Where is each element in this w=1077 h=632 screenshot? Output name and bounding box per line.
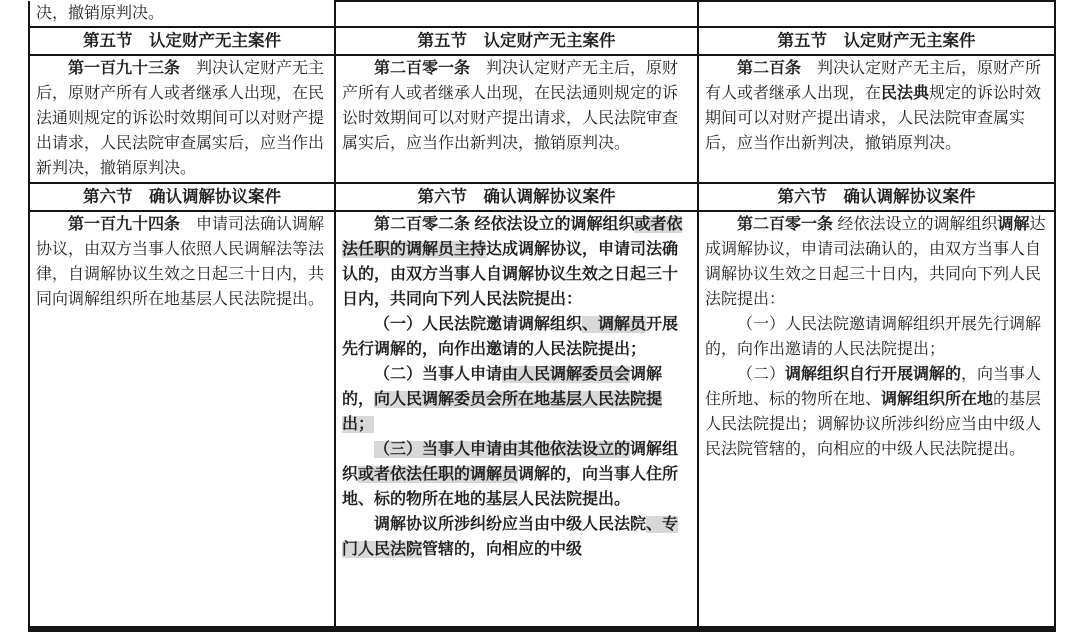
article-paragraph [36, 212, 328, 312]
text-run: 调解组织 [342, 441, 679, 483]
text-run: 调解组织所在地 [881, 391, 994, 408]
article-paragraph [342, 312, 691, 362]
section-6-header-row [29, 183, 1055, 211]
article-row-ownerless-property [29, 55, 1055, 183]
section-5-header-row [29, 27, 1055, 55]
article-paragraph [342, 362, 691, 437]
article-cell [698, 55, 1055, 183]
article-row-mediation-agreement [29, 211, 1055, 632]
text-run: 第二百零一条 [374, 60, 471, 77]
text-run: 申请司法确认调解协议，由双方当事人依照人民调解法等法律，自调解协议生效之日起三十日内，共同向调解组织所在地基层人民法院提出。 [36, 216, 325, 308]
article-paragraph [705, 312, 1048, 362]
article-paragraph [705, 362, 1048, 462]
section-header-cell: 第五节 认定财产无主案件 [698, 27, 1055, 55]
article-cell [335, 55, 698, 183]
section-header-cell: 第五节 认定财产无主案件 [335, 27, 698, 55]
text-run: 第二百零二条 [374, 216, 471, 233]
changed-text-run: 或者依法任职的调解员 [358, 466, 519, 483]
text-run: （二） [737, 366, 786, 383]
text-run: 管辖的，向相应的中级 [422, 541, 583, 558]
section-header-cell: 第六节 确认调解协议案件 [29, 183, 335, 211]
article-cell [335, 211, 698, 632]
text-run: （二）当事人申请 [374, 366, 503, 383]
changed-text-run: 向人民调解委员会所在地基层人民法院提出； [342, 391, 663, 433]
text-run: 调解 [997, 216, 1030, 233]
text-run: ，向当事人住所地、标的物所在地、 [705, 366, 1042, 408]
article-cell [335, 1, 698, 27]
text-run: 决，撤销原判决。 [36, 5, 165, 22]
article-cell [29, 211, 335, 632]
text-run: 判决认定财产无主后，原财产所有人或者继承人出现，在民法通则规定的诉讼时效期间可以对财产提出请求，人民法院审查属实后，应当作出新判决，撤销原判决。 [342, 60, 679, 152]
article-paragraph [705, 56, 1048, 156]
changed-text-run: 、专门人民法院 [342, 516, 679, 558]
text-run: 调解的， [342, 366, 663, 408]
text-run: 第二百零一条 [737, 216, 834, 233]
text-run: 达成调解协议，申请司法确认的，由双方当事人自调解协议生效之日起三十日内，共同向下列人民法院提出： [705, 216, 1046, 308]
article-paragraph [342, 212, 691, 312]
article-paragraph [36, 56, 328, 181]
article-cell [29, 1, 335, 27]
section-header-cell: 第六节 确认调解协议案件 [698, 183, 1055, 211]
text-run: 第二百条 [737, 60, 802, 77]
text-run: 开展先行调解的，向作出邀请的人民法院提出； [342, 316, 679, 358]
text-run: 规定的诉讼时效期间可以对财产提出请求，人民法院审查属实后，应当作出新判决，撤销原判决。 [705, 85, 1042, 152]
text-run: 达成调解协议，申请司法确认的，由双方当事人自调解协议生效之日起三十日内，共同向下列人民法院提出： [342, 241, 679, 308]
article-paragraph [342, 512, 691, 562]
law-comparison-table [28, 0, 1056, 632]
article-paragraph [342, 56, 691, 156]
article-paragraph [705, 212, 1048, 312]
continuation-row [29, 1, 1055, 27]
text-run: （一）人民法院邀请调解组织开展先行调解的，向作出邀请的人民法院提出； [705, 316, 1042, 358]
text-run: 判决认定财产无主后，原财产所有人或者继承人出现，在民法通则规定的诉讼时效期间可以对财产提出请求，人民法院审查属实后，应当作出新判决，撤销原判决。 [36, 60, 325, 177]
text-run: 第一百九十三条 [68, 60, 181, 77]
text-run: 调解组织自行开展调解的 [785, 366, 962, 383]
text-run: 经依法设立的调解组织 [470, 216, 635, 233]
section-header-cell: 第六节 确认调解协议案件 [335, 183, 698, 211]
changed-text-run: 或者依法任职的调解员主持 [342, 216, 683, 258]
changed-text-run: （三）当事人申请由其他依法设立的 [374, 441, 631, 458]
changed-text-run: 、调解员 [582, 316, 647, 333]
article-paragraph [36, 1, 328, 26]
text-run: 调解协议所涉纠纷应当由中级人民法院 [374, 516, 647, 533]
article-cell [698, 1, 1055, 27]
text-run: 判决认定财产无主后，原财产所有人或者继承人出现，在 [705, 60, 1042, 102]
text-run: 调解的，向当事人住所地、标的物所在地的基层人民法院提出。 [342, 466, 679, 508]
article-cell [698, 211, 1055, 632]
article-paragraph [342, 437, 691, 512]
section-header-cell: 第五节 认定财产无主案件 [29, 27, 335, 55]
text-run: 民法典 [881, 85, 930, 102]
text-run: 第一百九十四条 [68, 216, 181, 233]
text-run: 经依法设立的调解组织 [833, 216, 998, 233]
text-run: （一）人民法院邀请调解组织 [374, 316, 583, 333]
table-bottom-edge [28, 626, 1054, 632]
changed-text-run: 由人民调解委员会 [502, 366, 631, 383]
text-run: 的基层人民法院提出；调解协议所涉纠纷应当由中级人民法院管辖的，向相应的中级人民法院提出。 [705, 391, 1042, 458]
article-cell [29, 55, 335, 183]
